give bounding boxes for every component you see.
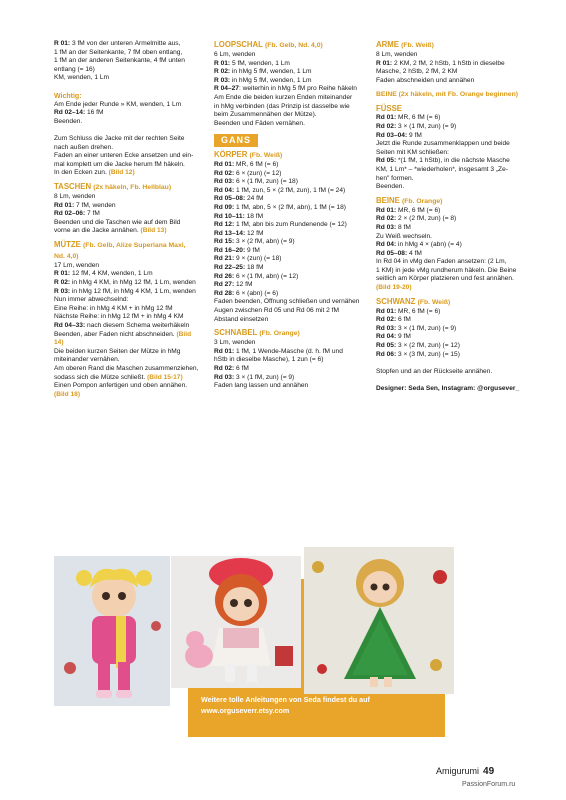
text-line: Beenden und die Taschen wie auf dem Bild — [54, 218, 181, 226]
text-line: Rd 01: MR, 6 fM (= 6) — [376, 307, 441, 315]
column-right — [376, 40, 522, 394]
text-line: Masche, 2 hStb, 2 fM, 2 KM — [376, 68, 458, 76]
text-line: Am oberen Rand die Maschen zusammenziehen, — [54, 365, 199, 372]
text-line: R 02: in hMg 4 KM, in hMg 12 fM, 1 Lm, wenden — [54, 279, 196, 287]
text-line: nach außen drehen. — [54, 143, 114, 151]
section-heading: LOOPSCHAL (Fb. Gelb, Nd. 4,0) — [214, 40, 323, 49]
text-line: KM, wenden, 1 Lm — [54, 74, 109, 82]
text-line: Jetzt die Runde zusammenklappen und beide — [376, 140, 510, 148]
text-line: Rd 28: 6 × (abn) (= 6) — [214, 289, 279, 297]
section-heading: Wichtig: — [54, 92, 82, 100]
text-line: Rd 21: 9 × (zun) (= 18) — [214, 255, 282, 263]
section-heading: BEINE (Fb. Orange) — [376, 195, 443, 205]
spacer — [54, 83, 200, 92]
text-line: Rd 05–08: 4 fM — [376, 249, 422, 257]
text-line: Faden beenden, Öffnung schließen und vernähen — [214, 298, 360, 306]
section-heading: FÜSSE — [376, 104, 402, 114]
text-line: 17 Lm, wenden — [54, 261, 100, 269]
text-line: Am Ende jeder Runde » KM, wenden, 1 Lm — [54, 100, 182, 108]
text-line: Faden abschneiden und annähen — [376, 76, 475, 84]
text-line: Rd 01: MR, 6 fM (= 6) — [214, 160, 279, 168]
text-line: 14) — [54, 339, 64, 347]
text-line: Rd 05–08: 24 fM — [214, 195, 264, 203]
section-heading: SCHWANZ (Fb. Weiß) — [376, 296, 451, 306]
text-line: R 02: in hMg 5 fM, wenden, 1 Lm — [214, 68, 312, 76]
text-line: Rd 03–04: 9 fM — [376, 131, 422, 139]
text-line: In Rd 04 in vMg den Faden ansetzen: (2 Lm, — [376, 258, 507, 266]
section-heading: KÖRPER (Fb. Weiß) — [214, 149, 283, 159]
text-line: (Bild 19-20) — [376, 284, 412, 292]
text-line: Rd 02: 6 fM — [376, 316, 411, 324]
text-line: Beenden. — [376, 183, 405, 191]
text-line: 8 Lm, wenden — [54, 192, 96, 200]
text-line: 6 Lm, wenden — [214, 51, 256, 58]
text-line: Rd 01: 1 fM, 1 Wende-Masche (d. h. fM und — [214, 347, 343, 355]
spacer — [376, 359, 522, 368]
text-line: R 03: in hMg 12 fM, in hMg 4 KM, 1 Lm, wenden — [54, 287, 196, 295]
text-line: Einen Pompon anfertigen und oben annähen. — [54, 382, 188, 390]
text-line: (Bild 18) — [54, 390, 81, 398]
text-line: Rd 02: 6 fM — [214, 365, 249, 372]
text-line: Rd 06: 3 × (3 fM, zun) (= 15) — [376, 350, 460, 358]
text-line: Beenden. — [54, 117, 83, 125]
text-line: In den Ecken zun. (Bild 12) — [54, 169, 135, 177]
text-line: sodass sich die Mütze schließt. (Bild 15-17) — [54, 373, 183, 381]
text-line: Rd 02–06: 7 fM — [54, 210, 100, 218]
section-heading: MÜTZE (Fb. Gelb, Alize Superlana Maxi, — [54, 239, 186, 249]
text-line: Rd 02: 3 × (1 fM, zun) (= 9) — [376, 122, 457, 130]
text-line: 1 KM) in jede vMg rundherum häkeln. Die Beine — [376, 266, 517, 274]
text-line: R 03: in hMg 5 fM, wenden, 1 Lm — [214, 76, 312, 84]
text-line: Am Ende die beiden kurzen Enden miteinander — [214, 93, 353, 101]
text-line: hStb in dieselbe Masche), 1 zun (= 6) — [214, 356, 324, 364]
text-line: Beenden, aber Faden nicht abschneiden. (Bild — [54, 330, 192, 338]
section-heading: Nd. 4,0) — [54, 252, 79, 260]
text-line: Rd 09: 1 fM, abn, 5 × (2 fM, abn), 1 fM (= 18) — [214, 203, 346, 211]
magazine-name: Amigurumi — [436, 766, 480, 776]
text-line: R 01: 3 fM von der unteren Ärmelmitte aus, — [54, 40, 181, 47]
text-line: Seiten mit KM schließen: — [376, 148, 449, 156]
text-line: beim Zusammennähen der Mütze). — [214, 111, 317, 119]
text-line: Rd 03: 3 × (1 fM, zun) (= 9) — [214, 373, 295, 381]
text-line: Rd 03: 3 × (1 fM, zun) (= 9) — [376, 324, 457, 332]
text-line: Faden lang lassen und annähen — [214, 382, 309, 390]
text-line: Nun immer abwechselnd: — [54, 296, 129, 304]
text-line: entlang (= 16) — [54, 65, 95, 73]
text-line: KM, 1 Lm* – *wiederholen*, insgesamt 3 „Ze- — [376, 165, 508, 173]
text-line: miteinander vernähen. — [54, 356, 120, 364]
text-line: Rd 12: 1 fM, abn bis zum Rundenende (= 12) — [214, 221, 347, 229]
text-line: Rd 05: 3 × (2 fM, zun) (= 12) — [376, 342, 460, 350]
text-line: Rd 10–11: 18 fM — [214, 212, 264, 220]
text-line: Abstand einsetzen — [214, 315, 269, 323]
section-heading: SCHNABEL (Fb. Orange) — [214, 328, 300, 338]
text-line: R 04–27: weiterhin in hMg 5 fM pro Reihe häkeln — [214, 85, 357, 93]
text-line: Designer: Seda Sen, Instagram: @orgusever_ — [376, 385, 520, 392]
text-line: Rd 13–14: 12 fM — [214, 229, 264, 237]
text-line: Rd 02: 2 × (2 fM, zun) (= 8) — [376, 215, 457, 223]
text-line: seitlich am Körper platzieren und fest annähen. — [376, 275, 514, 283]
text-line: Rd 04: 9 fM — [376, 333, 411, 341]
text-line: Rd 01: MR, 6 fM (= 6) — [376, 114, 441, 122]
photo-doll-strawberry — [171, 556, 301, 688]
text-line: Zum Schluss die Jacke mit der rechten Seite — [54, 134, 185, 142]
text-line: Rd 05: *(1 fM, 1 hStb), in die nächste Masche — [376, 157, 510, 165]
text-line: Stopfen und an der Rückseite annähen. — [376, 367, 493, 375]
section-heading: BEINE (2x häkeln, mit Fb. Orange beginnen) — [376, 91, 519, 99]
text-line: R 01: 2 KM, 2 fM, 2 hStb, 1 hStb in dieselbe — [376, 59, 505, 67]
text-line: Eine Reihe: in hMg 4 KM + in hMg 12 fM — [54, 304, 173, 312]
text-line: Faden an einer unteren Ecke ansetzen und ein- — [54, 152, 194, 160]
text-line: Rd 22–25: 18 fM — [214, 264, 264, 272]
page-number: 49 — [483, 766, 495, 777]
column-middle — [214, 40, 364, 391]
text-line: 1 fM an der Seitenkante, 7 fM oben entlang, — [54, 48, 183, 56]
photo-doll-green-dress — [304, 547, 454, 694]
spacer — [376, 376, 522, 385]
text-line: Rd 01: 7 fM, wenden — [54, 201, 116, 209]
text-line: Rd 04: in hMg 4 × (abn) (= 4) — [376, 241, 462, 249]
text-line: Beenden und Fäden vernähen. — [214, 119, 305, 127]
text-line: Augen zwischen Rd 05 und Rd 06 mit 2 fM — [214, 307, 339, 315]
text-line: Rd 03: 6 × (1 fM, zun) (= 18) — [214, 178, 298, 186]
page-footer — [436, 766, 494, 777]
promo-link[interactable]: www.orguseverr.etsy.com — [201, 706, 290, 715]
text-line: vorne an die Jacke annähen. (Bild 13) — [54, 227, 167, 235]
section-heading: TASCHEN (2x häkeln, Fb. Hellblau) — [54, 181, 172, 191]
spacer — [54, 126, 200, 135]
text-line: 1 fM an der anderen Seitenkante, 4 fM unten — [54, 57, 185, 65]
text-line: in hMg verbinden (das Prinzip ist dasselbe wie — [214, 102, 350, 110]
text-line: R 01: 12 fM, 4 KM, wenden, 1 Lm — [54, 270, 153, 278]
text-line: mal komplett um die Jacke herum fM häkeln. — [54, 160, 185, 168]
text-line: 3 Lm, wenden — [214, 339, 256, 347]
section-heading: ARME (Fb. Weiß) — [376, 40, 434, 49]
text-line: Die beiden kurzen Seiten der Mütze in hMg — [54, 347, 181, 355]
text-line: Zu Weiß wechseln. — [376, 232, 432, 240]
text-line: 8 Lm, wenden — [376, 51, 418, 58]
text-line: Rd 27: 12 fM — [214, 281, 253, 289]
text-line: R 01: 5 fM, wenden, 1 Lm — [214, 59, 290, 67]
text-line: hen" formen. — [376, 174, 414, 182]
promo-text — [201, 694, 441, 716]
text-line: Rd 04–33: nach diesem Schema weiterhäkeln — [54, 322, 190, 330]
text-line: Rd 02–14: 16 fM — [54, 109, 104, 117]
text-line: Rd 01: MR, 6 fM (= 6) — [376, 206, 441, 214]
text-line: Rd 15: 3 × (2 fM, abn) (= 9) — [214, 238, 295, 246]
promo-line-1: Weitere tolle Anleitungen von Seda findest du auf — [201, 695, 370, 704]
text-line: Rd 16–20: 9 fM — [214, 246, 260, 254]
text-line: Nächste Reihe: in hMg 12 fM + in hMg 4 KM — [54, 313, 184, 321]
text-line: Rd 03: 8 fM — [376, 223, 411, 231]
text-line: Rd 26: 6 × (1 fM, abn) (= 12) — [214, 272, 299, 280]
text-line: Rd 02: 6 × (zun) (= 12) — [214, 169, 282, 177]
text-line: Rd 04: 1 fM, zun, 5 × (2 fM, zun), 1 fM (= 24) — [214, 186, 346, 194]
section-heading: GANS — [214, 132, 364, 150]
column-left — [54, 40, 200, 399]
photo-doll-pink — [54, 556, 170, 706]
watermark: PassionForum.ru — [462, 781, 516, 788]
